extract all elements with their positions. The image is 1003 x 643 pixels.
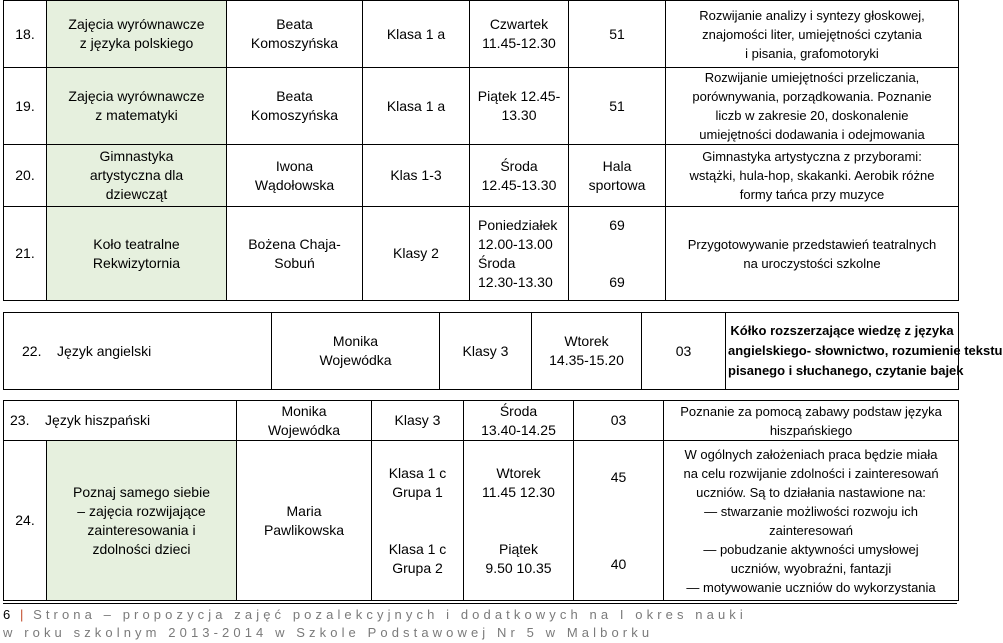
activity-name: 23. Język hiszpański	[4, 401, 237, 441]
class: Klasa 1 c Grupa 1 Klasa 1 c Grupa 2	[372, 441, 464, 601]
row-number: 18.	[4, 1, 47, 68]
time: Czwartek 11.45-12.30	[470, 1, 569, 68]
row-number: 23.	[10, 412, 30, 428]
room: 69 69	[569, 207, 666, 301]
table-row	[4, 313, 959, 390]
activity-name: Poznaj samego siebie – zajęcia rozwijające zainteresowania i zdolności dzieci	[47, 441, 237, 601]
description: Przygotowywanie przedstawień teatralnych na uroczystości szkolne	[666, 207, 959, 301]
room: 51	[569, 1, 666, 68]
room: 51	[569, 68, 666, 145]
activity-name: 22. Język angielski	[4, 313, 272, 390]
row-number: 24.	[4, 441, 47, 601]
row-number: 22.	[22, 342, 42, 359]
teacher: Bożena Chaja- Sobuń	[227, 207, 363, 301]
time: Środa 12.45-13.30	[470, 145, 569, 207]
description: Kółko rozszerzające wiedzę z języka angielskiego- słownictwo, rozumienie tekstu pisanego i słuchanego, czytanie bajek	[726, 313, 959, 390]
row-number: 19.	[4, 68, 47, 145]
room: 45 40	[574, 441, 664, 601]
teacher: Beata Komoszyńska	[227, 68, 363, 145]
teacher: Beata Komoszyńska	[227, 1, 363, 68]
class: Klasy 2	[363, 207, 470, 301]
row-number: 21.	[4, 207, 47, 301]
activities-table-2	[3, 312, 1003, 390]
teacher: Iwona Wądołowska	[227, 145, 363, 207]
time: Piątek 12.45- 13.30	[470, 68, 569, 145]
description: Rozwijanie analizy i syntezy głoskowej, znajomości liter, umiejętności czytania i pisania, grafomotoryki	[666, 1, 959, 68]
table-row	[4, 441, 959, 601]
class: Klasa 1 a	[363, 68, 470, 145]
description: Rozwijanie umiejętności przeliczania, porównywania, porządkowania. Poznanie liczb w zakresie 20, doskonalenie umiejętności dodawania i odejmowania	[666, 68, 959, 145]
teacher: Maria Pawlikowska	[237, 441, 372, 601]
table-row	[4, 145, 959, 207]
activity-name: Zajęcia wyrównawcze z matematyki	[47, 68, 227, 145]
row-number: 20.	[4, 145, 47, 207]
description: Gimnastyka artystyczna z przyborami: wstążki, hula-hop, skakanki. Aerobik różne formy tańca przy muzyce	[666, 145, 959, 207]
room: 03	[574, 401, 664, 441]
time: Środa 13.40-14.25	[464, 401, 574, 441]
description: Poznanie za pomocą zabawy podstaw języka hiszpańskiego	[664, 401, 959, 441]
activity-name: Gimnastyka artystyczna dla dziewcząt	[47, 145, 227, 207]
table-row	[4, 1, 959, 68]
class: Klas 1-3	[363, 145, 470, 207]
table-row	[4, 68, 959, 145]
activity-name: Zajęcia wyrównawcze z języka polskiego	[47, 1, 227, 68]
time: Wtorek 11.45 12.30 Piątek 9.50 10.35	[464, 441, 574, 601]
table-row	[4, 207, 959, 301]
footer-line-1: 6 | Strona – propozycja zajęć pozalekcyjnych i dodatkowych na I okres nauki	[3, 607, 747, 622]
table-row	[4, 401, 959, 441]
time: Wtorek 14.35-15.20	[532, 313, 642, 390]
footer-line-2: w roku szkolnym 2013-2014 w Szkole Podstawowej Nr 5 w Malborku	[3, 625, 654, 640]
class: Klasy 3	[372, 401, 464, 441]
time: Poniedziałek 12.00-13.00 Środa 12.30-13.30	[470, 207, 569, 301]
page-number: 6	[3, 607, 13, 622]
class: Klasa 1 a	[363, 1, 470, 68]
activity-name: Koło teatralne Rekwizytornia	[47, 207, 227, 301]
activities-table-3	[3, 400, 959, 601]
class: Klasy 3	[440, 313, 532, 390]
room: 03	[642, 313, 726, 390]
room: Hala sportowa	[569, 145, 666, 207]
teacher: Monika Wojewódka	[237, 401, 372, 441]
activities-table-1	[3, 0, 959, 301]
teacher: Monika Wojewódka	[272, 313, 440, 390]
page-footer	[3, 603, 957, 642]
description: W ogólnych założeniach praca będzie miała na celu rozwijanie zdolności i zainteresowań uczniów. Są to działania nastawione na: — stwarzanie możliwości rozwoju ich zainteresowań — pobudzanie aktywności umysłowej uczniów, wyobraźni, fantazji — motywowanie uczniów do wykorzystania	[664, 441, 959, 601]
